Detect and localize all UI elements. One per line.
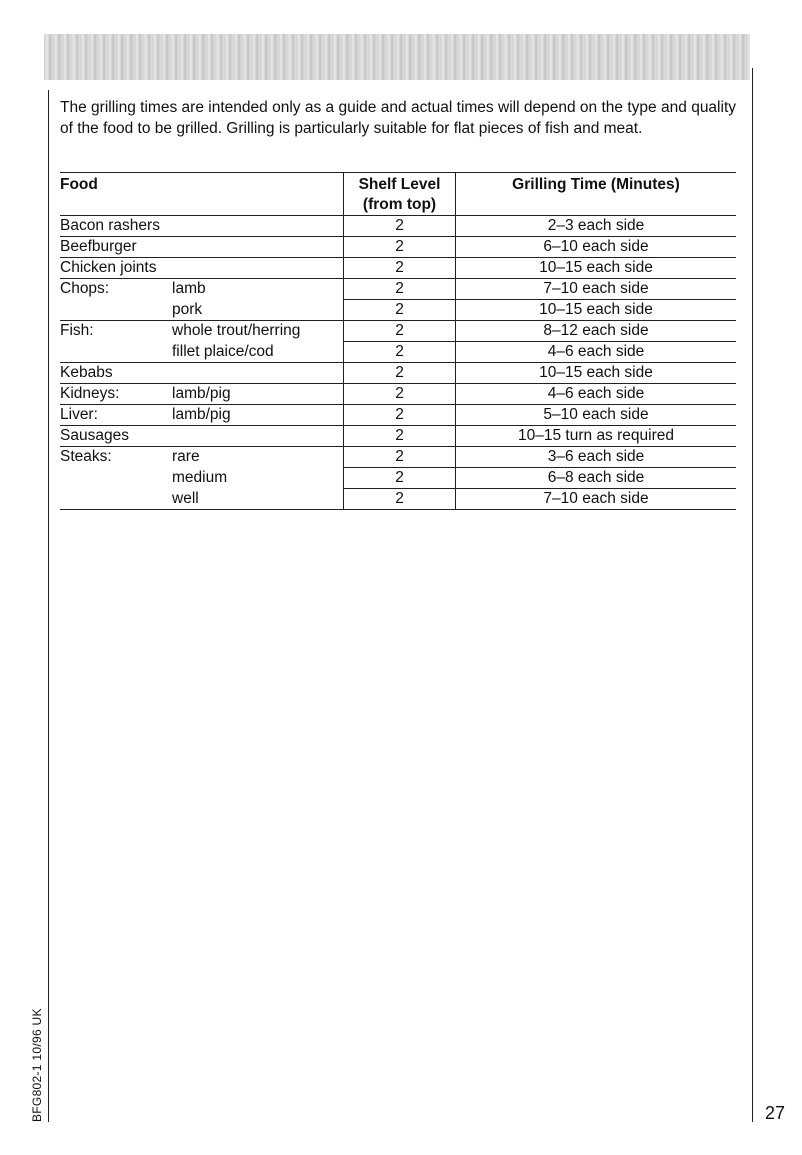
- food-item: lamb/pig: [172, 385, 231, 402]
- food-item: fillet plaice/cod: [172, 342, 274, 360]
- time-cell: 6–8 each side: [456, 468, 737, 489]
- food-cell: [60, 405, 344, 426]
- shelf-cell: 2: [344, 300, 456, 321]
- shelf-cell: 2: [344, 321, 456, 342]
- grilling-times-table: [60, 172, 736, 510]
- food-cell: [60, 447, 344, 468]
- food-category: Kidneys:: [60, 385, 120, 402]
- food-cell: [60, 237, 344, 258]
- header-banner: [44, 34, 750, 80]
- food-cell: [60, 258, 344, 279]
- shelf-cell: 2: [344, 384, 456, 405]
- table-row: [60, 279, 736, 300]
- food-category: Fish:: [60, 322, 94, 339]
- shelf-cell: 2: [344, 489, 456, 510]
- table-row: [60, 216, 736, 237]
- header-food: Food: [60, 173, 344, 216]
- food-item: lamb: [172, 280, 206, 297]
- food-cell: [60, 384, 344, 405]
- food-cell: [60, 363, 344, 384]
- food-cell: [60, 468, 344, 489]
- food-item: medium: [172, 468, 228, 486]
- table-row: [60, 258, 736, 279]
- header-shelf-line2: (from top): [362, 196, 437, 213]
- header-shelf-level: [344, 173, 456, 216]
- shelf-cell: 2: [344, 447, 456, 468]
- table-row: [60, 447, 736, 468]
- shelf-cell: 2: [344, 342, 456, 363]
- food-category: Chops:: [60, 280, 110, 297]
- food-item: rare: [172, 448, 200, 465]
- food-category: Bacon rashers: [60, 217, 160, 234]
- food-cell: [60, 342, 344, 363]
- table-row: [60, 300, 736, 321]
- table-row: [60, 426, 736, 447]
- time-cell: 7–10 each side: [456, 279, 737, 300]
- table-row: [60, 321, 736, 342]
- table-row: [60, 489, 736, 510]
- time-cell: 10–15 each side: [456, 363, 737, 384]
- food-item: lamb/pig: [172, 406, 231, 423]
- shelf-cell: 2: [344, 426, 456, 447]
- header-shelf-line1: Shelf Level: [358, 176, 441, 193]
- food-category: Kebabs: [60, 364, 113, 381]
- shelf-cell: 2: [344, 279, 456, 300]
- page-number: 27: [765, 1103, 786, 1123]
- food-item: pork: [172, 300, 203, 318]
- shelf-cell: 2: [344, 468, 456, 489]
- food-cell: [60, 321, 344, 342]
- time-cell: 8–12 each side: [456, 321, 737, 342]
- food-category: Steaks:: [60, 448, 112, 465]
- food-cell: [60, 300, 344, 321]
- table-row: [60, 237, 736, 258]
- shelf-cell: 2: [344, 216, 456, 237]
- table-row: [60, 384, 736, 405]
- table-row: [60, 468, 736, 489]
- food-category: Beefburger: [60, 238, 137, 255]
- shelf-cell: 2: [344, 237, 456, 258]
- time-cell: 10–15 each side: [456, 300, 737, 321]
- table-row: [60, 405, 736, 426]
- food-category: Liver:: [60, 406, 98, 423]
- food-category: Sausages: [60, 427, 129, 444]
- food-item: whole trout/herring: [172, 322, 301, 339]
- document-code: BFG802-1 10/96 UK: [30, 1008, 44, 1122]
- time-cell: 3–6 each side: [456, 447, 737, 468]
- shelf-cell: 2: [344, 405, 456, 426]
- food-cell: [60, 489, 344, 510]
- time-cell: 4–6 each side: [456, 384, 737, 405]
- time-cell: 10–15 turn as required: [456, 426, 737, 447]
- time-cell: 5–10 each side: [456, 405, 737, 426]
- time-cell: 7–10 each side: [456, 489, 737, 510]
- time-cell: 6–10 each side: [456, 237, 737, 258]
- food-cell: [60, 279, 344, 300]
- food-category: Chicken joints: [60, 259, 157, 276]
- time-cell: 2–3 each side: [456, 216, 737, 237]
- food-cell: [60, 426, 344, 447]
- intro-paragraph: The grilling times are intended only as a guide and actual times will depend on the type and quality of the food to be grilled. Grilling is particularly suitable for flat pieces of fish and meat.: [60, 99, 736, 137]
- header-grilling-time: Grilling Time (Minutes): [456, 173, 737, 216]
- shelf-cell: 2: [344, 258, 456, 279]
- table-row: [60, 342, 736, 363]
- food-item: well: [172, 489, 199, 507]
- shelf-cell: 2: [344, 363, 456, 384]
- table-header-row: [60, 173, 736, 216]
- food-cell: [60, 216, 344, 237]
- right-margin-rule: [752, 68, 753, 1122]
- table-row: [60, 363, 736, 384]
- time-cell: 4–6 each side: [456, 342, 737, 363]
- time-cell: 10–15 each side: [456, 258, 737, 279]
- left-margin-rule: [48, 90, 49, 1122]
